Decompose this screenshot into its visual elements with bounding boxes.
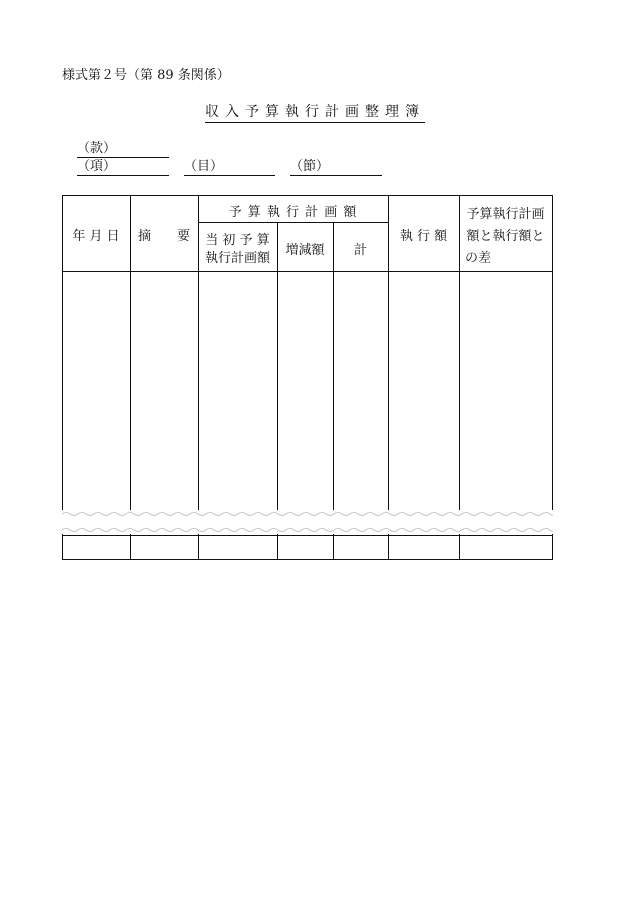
bottom-row-top-border — [62, 535, 553, 536]
plan-group-divider — [198, 222, 388, 223]
field-moku: （目） — [184, 159, 275, 176]
col-line-0 — [62, 195, 63, 560]
document-title-text: 収入予算執行計画整理簿 — [205, 104, 425, 123]
table-top-border — [62, 195, 553, 196]
header-initial-plan-line2: 執行計画額 — [204, 251, 270, 266]
header-bottom-border — [62, 271, 553, 272]
header-date: 年 月 日 — [72, 229, 120, 244]
header-plan-group: 予 算 執 行 計 画 額 — [228, 205, 358, 220]
col-line-1 — [130, 195, 131, 560]
col-line-7 — [552, 195, 553, 560]
header-diff-line2: 額と執行額と — [466, 229, 545, 244]
ledger-table — [62, 195, 553, 560]
field-setsu: （節） — [290, 159, 382, 176]
table-bottom-border — [62, 559, 553, 560]
header-initial-plan-line1: 当 初 予 算 — [205, 233, 270, 248]
header-total: 計 — [353, 243, 367, 258]
table-break-wave — [62, 510, 553, 534]
field-kan: （款） — [77, 141, 169, 158]
form-reference: 様式第２号（第 89 条関係） — [62, 68, 230, 83]
header-change: 増減額 — [285, 243, 325, 258]
header-summary: 摘 要 — [137, 229, 190, 244]
table-break-gap — [62, 510, 553, 534]
col-line-5 — [388, 195, 389, 560]
header-diff-line1: 予算執行計画 — [466, 207, 545, 222]
field-kou: （項） — [77, 159, 169, 176]
header-diff-line3: の差 — [465, 251, 492, 266]
document-title — [0, 101, 630, 121]
header-executed: 執 行 額 — [399, 229, 448, 244]
